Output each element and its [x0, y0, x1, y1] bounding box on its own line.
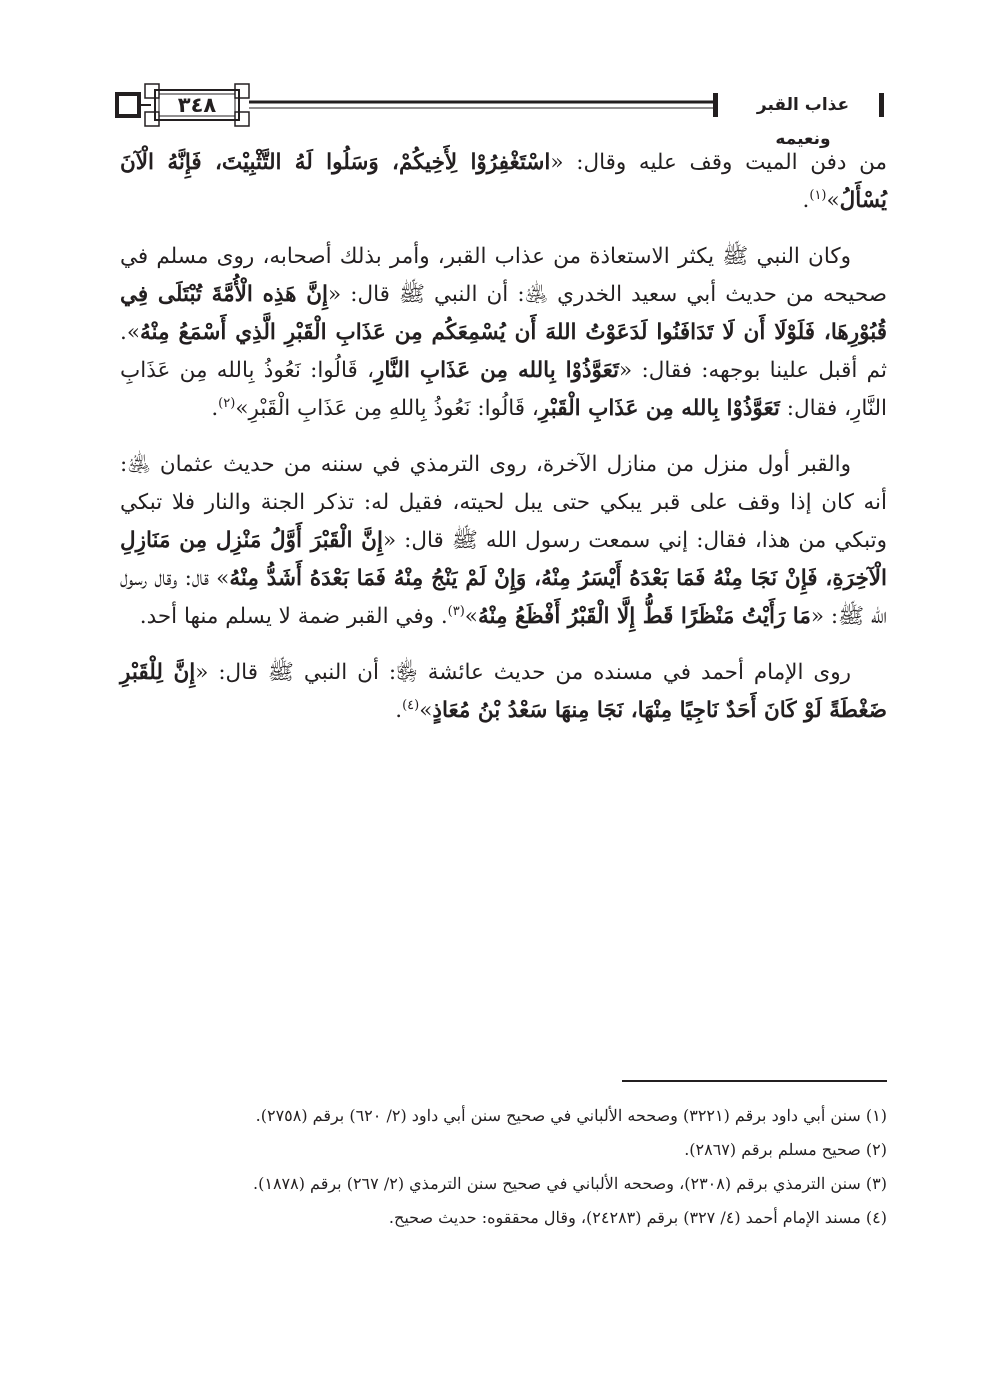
- main-text: [120, 144, 887, 748]
- text: وكان النبي ﷺ يكثر الاستعاذة من عذاب القبر، وأمر بذلك أصحابه، روى مسلم في صحيحه من حديث أبي سعيد الخدري ﵁: أن النبي ﷺ قال: «: [120, 244, 887, 307]
- paragraph-4: [120, 654, 887, 730]
- footnote-4: (٤) مسند الإمام أحمد (٤/ ٣٢٧) برقم (٢٤٢٨٣)، وقال محققوه: حديث صحيح.: [388, 1208, 887, 1227]
- text: من دفن الميت وقف عليه وقال: «: [550, 150, 887, 175]
- hadith-quote: إِنَّ لِلْقَبْرِ ضَغْطَةً لَوْ كَانَ أَحَدٌ نَاجِيًا مِنْهَا، نَجَا مِنهَا سَعْدُ بْنُ مُعَاذٍ: [120, 660, 887, 723]
- page-header: [115, 82, 887, 149]
- hadith-quote: تَعَوَّذُوْا بِالله مِن عَذَابِ الْقَبْرِ: [538, 396, 780, 421]
- text: .: [802, 188, 810, 213]
- footnotes: [120, 1102, 887, 1238]
- text: »: [419, 698, 433, 723]
- text: روى الإمام أحمد في مسنده من حديث عائشة ﵂: أن النبي ﷺ قال: «: [195, 660, 851, 685]
- hadith-quote: إِنَّ هَذِه الْأُمَّةَ تُبْتَلَى فِي قُبُوْرِهَا، فَلَوْلَا أَن لَا تَدَافَنُوا لَدَعَوْتُ اللهَ أَن يُسْمِعَكُم مِن عَذَابِ الْقَبْرِ الَّذِي أَسْمَعُ مِنْهُ: [120, 282, 887, 345]
- text: .: [211, 396, 219, 421]
- footnote-3: (٣) سنن الترمذي برقم (٢٣٠٨)، وصححه الألباني في صحيح سنن الترمذي (٢/ ٢٦٧) برقم (١٨٧٨).: [253, 1174, 887, 1193]
- hadith-quote: اسْتَغْفِرُوْا لِأَخِيكُمْ، وَسَلُوا لَهُ التَّثْبِيْتَ، فَإِنَّهُ الْآنَ يُسْأَلُ: [120, 150, 887, 213]
- footnote-ref: (٣): [447, 603, 465, 619]
- text: ». ثم أقبل علينا بوجهه: فقال: «: [120, 320, 887, 383]
- hadith-quote: تَعَوَّذُوْا بِالله مِن عَذَابِ النَّارِ: [374, 358, 620, 383]
- footnote-2: (٢) صحيح مسلم برقم (٢٨٦٧).: [684, 1140, 887, 1159]
- text: . وفي القبر ضمة لا يسلم منها أحد.: [139, 604, 448, 629]
- hadith-quote: مَا رَأَيْتُ مَنْظَرًا قَطُّ إِلَّا الْقَبْرُ أَفْظَعُ مِنْهُ: [477, 604, 811, 629]
- text: والقبر أول منزل من منازل الآخرة، روى الترمذي في سننه من حديث عثمان ﵁: أنه كان إذا وقف على قبر يبكي حتى يبل لحيته، فقيل له: تذكر الجنة والنار فلا تبكي وتبكي من هذا، فقال: إني سمعت رسول الله ﷺ قال: «: [120, 452, 887, 553]
- running-title: عذاب القبر ونعيمه: [756, 95, 850, 149]
- text: »: [826, 188, 840, 213]
- hadith-quote: إِنَّ الْقَبْرَ أَوَّلُ مَنْزِل مِن مَنَازِلِ الْآخِرَةِ، فَإِنْ نَجَا مِنْهُ فَمَا بَعْدَهُ أَيْسَرُ مِنْهُ، وَإِنْ لَمْ يَنْجُ مِنْهُ فَمَا بَعْدَهُ أَشَدُّ مِنْهُ: [120, 528, 888, 591]
- page-number: ٣٤٨: [177, 93, 217, 117]
- footnote-separator: [622, 1080, 887, 1082]
- paragraph-3: [120, 446, 887, 636]
- text: ، قَالُوا: نَعُوذُ بِالله مِن عَذَابِ النَّارِ، فقال:: [120, 358, 887, 421]
- text: ، قَالُوا: نَعُوذُ بِاللهِ مِن عَذَابِ الْقَبْرِ»: [235, 396, 539, 421]
- footnote-ref: (٢): [218, 395, 236, 411]
- paragraph-1: [120, 144, 887, 220]
- text: »: [464, 604, 478, 629]
- paragraph-2: [120, 238, 887, 428]
- text: » قال: وقال رسول الله ﷺ: «: [120, 566, 887, 629]
- text: .: [395, 698, 403, 723]
- footnote-ref: (٤): [402, 697, 420, 713]
- footnote-ref: (١): [809, 187, 827, 203]
- footnote-1: (١) سنن أبي داود برقم (٣٢٢١) وصححه الألباني في صحيح سنن أبي داود (٢/ ٦٢٠) برقم (٢٧٥٨).: [255, 1106, 887, 1125]
